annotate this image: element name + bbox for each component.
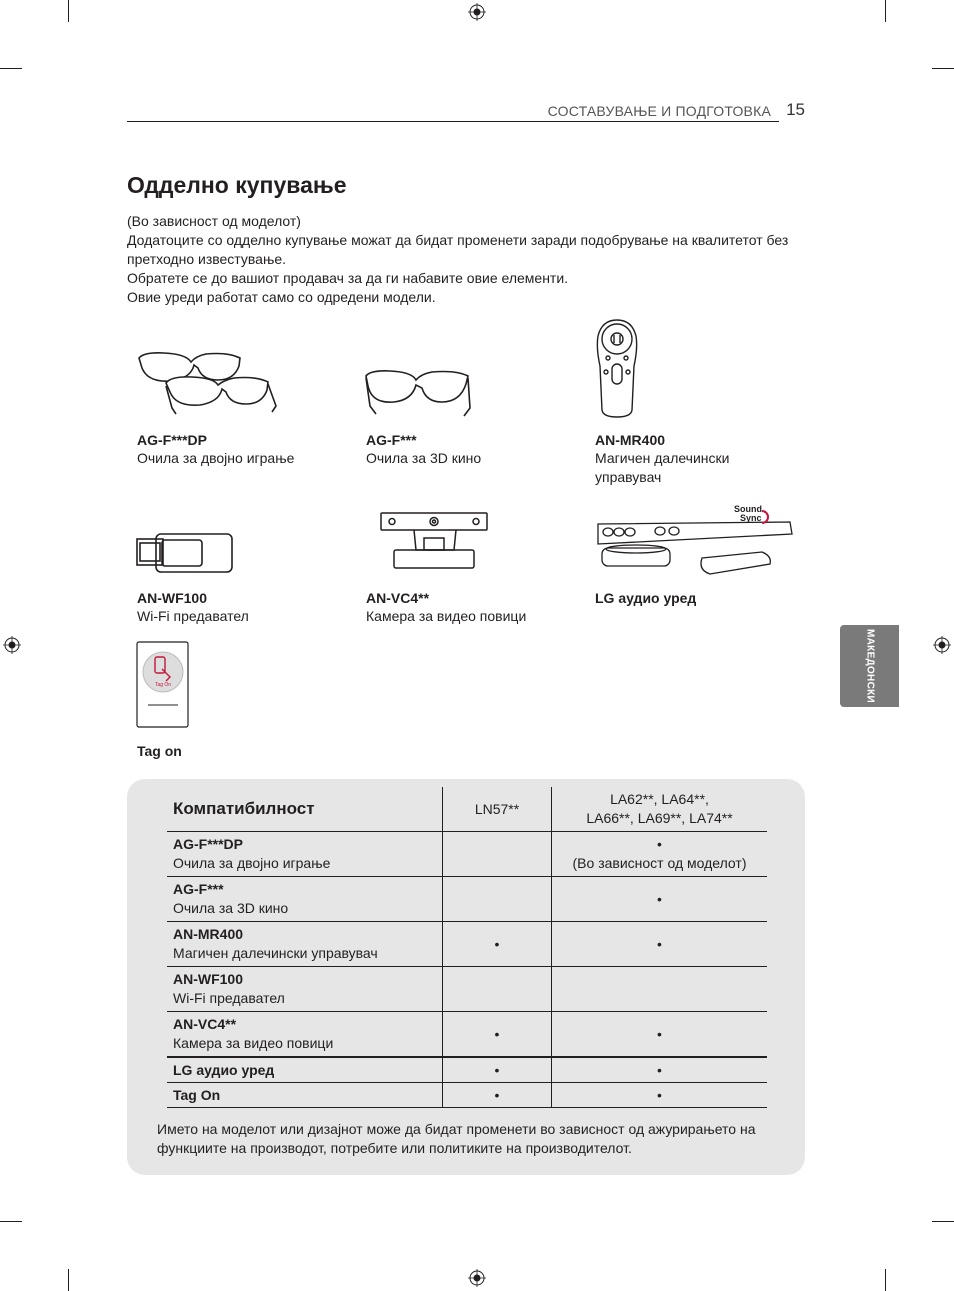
table-cell: • (552, 1083, 768, 1108)
row-code: AN-VC4** (173, 1016, 237, 1032)
3d-glasses-icon (364, 368, 472, 420)
table-row (167, 832, 767, 877)
accessory-item (137, 432, 337, 468)
table-row (167, 967, 767, 1012)
column-header-line: LA62**, LA64**, (610, 791, 709, 807)
intro-line: Обратете се до вашиот продавач за да ги набавите овие елементи. (127, 270, 569, 286)
section-title: СОСТАВУВАЊЕ И ПОДГОТОВКА (547, 103, 771, 119)
row-desc: Магичен далечински управувач (173, 945, 378, 961)
table-cell: • (552, 1012, 768, 1058)
accessory-desc: Wi-Fi предавател (137, 608, 249, 624)
page-title: Одделно купување (127, 172, 347, 198)
table-row (167, 1057, 767, 1083)
accessory-code: AN-VC4** (366, 590, 430, 606)
accessory-code: LG аудио уред (595, 590, 697, 606)
video-camera-icon (380, 512, 488, 574)
sound-sync-logo-text: Sync (740, 513, 762, 523)
accessory-code: AN-WF100 (137, 590, 208, 606)
table-cell: • (552, 1057, 768, 1083)
accessory-code: AG-F***DP (137, 432, 208, 448)
intro-line: Овие уреди работат само со одредени модели. (127, 289, 436, 305)
row-desc: Камера за видео повици (173, 1035, 334, 1051)
compatibility-table (167, 787, 767, 1108)
table-cell: • (443, 922, 552, 967)
language-tab[interactable] (840, 625, 899, 707)
registration-mark-icon (933, 636, 951, 654)
table-header-row (167, 787, 767, 832)
tag-on-logo-text: Tag On (154, 682, 172, 688)
table-cell (552, 832, 768, 877)
intro-line: Додатоците со одделно купување можат да бидат променети заради подобрување на квалитетот без претходно известување. (127, 232, 789, 267)
crop-mark (932, 1221, 954, 1222)
accessory-item (137, 590, 337, 626)
table-cell (443, 967, 552, 1012)
row-code: AG-F*** (173, 881, 224, 897)
crop-mark (68, 1269, 69, 1291)
table-row (167, 922, 767, 967)
table-cell (443, 877, 552, 922)
soundbar-icon (594, 502, 806, 582)
table-cell: • (443, 1012, 552, 1058)
row-desc: Очила за 3D кино (173, 900, 289, 916)
accessory-desc: Очила за 3D кино (366, 450, 482, 466)
crop-mark (68, 0, 69, 22)
accessory-desc: Очила за двојно играње (137, 450, 295, 466)
crop-mark (885, 1269, 886, 1291)
row-desc: Wi-Fi предавател (173, 990, 285, 1006)
crop-mark (932, 68, 954, 69)
crop-mark (0, 1221, 22, 1222)
row-code: AG-F***DP (173, 836, 244, 852)
intro-text (127, 212, 817, 307)
wifi-dongle-icon (136, 532, 234, 574)
table-cell: • (443, 1057, 552, 1083)
dual-play-glasses-icon (136, 350, 278, 420)
accessory-item (595, 590, 795, 606)
footnote: Името на моделот или дизајнот може да бидат променети во зависност од ажурирањето на функциите на производот, потребите или политиките на производителот. (157, 1121, 756, 1156)
table-cell: • (552, 922, 768, 967)
registration-mark-icon (468, 1269, 486, 1287)
accessory-desc: Магичен далечински управувач (595, 450, 730, 485)
column-header: LN57** (443, 787, 552, 832)
intro-line: (Во зависност од моделот) (127, 213, 301, 229)
row-code: AN-WF100 (173, 971, 244, 987)
row-code: LG аудио уред (173, 1061, 275, 1078)
row-code: AN-MR400 (173, 926, 244, 942)
registration-mark-icon (3, 636, 21, 654)
crop-mark (885, 0, 886, 22)
magic-remote-icon (594, 318, 640, 420)
row-code: Tag On (173, 1086, 221, 1103)
table-row (167, 1012, 767, 1058)
accessory-item (137, 743, 337, 759)
accessory-item (366, 432, 566, 468)
accessory-code: Tag on (137, 743, 182, 759)
column-header-line: LA66**, LA69**, LA74** (586, 810, 733, 826)
header-rule (127, 121, 779, 122)
accessory-code: AG-F*** (366, 432, 417, 448)
sound-sync-logo-text: Sound (734, 504, 762, 514)
sound-sync-swirl-icon (762, 511, 768, 523)
accessory-desc: Камера за видео повици (366, 608, 527, 624)
table-row (167, 877, 767, 922)
page-number: 15 (786, 100, 805, 119)
tag-on-icon (136, 641, 190, 729)
compat-title: Компатибилност (173, 799, 315, 818)
accessory-item (366, 590, 566, 626)
table-row (167, 1083, 767, 1108)
column-header (552, 787, 768, 832)
table-cell: • (443, 1083, 552, 1108)
language-tab-label: МАКЕДОНСКИ (864, 629, 875, 703)
table-cell (552, 967, 768, 1012)
accessory-item (595, 432, 745, 487)
cell-note: (Во зависност од моделот) (572, 855, 747, 871)
accessory-code: AN-MR400 (595, 432, 666, 448)
table-cell (443, 832, 552, 877)
row-desc: Очила за двојно играње (173, 855, 331, 871)
cell-dot: • (657, 836, 662, 852)
registration-mark-icon (468, 3, 486, 21)
crop-mark (0, 68, 22, 69)
table-cell: • (552, 877, 768, 922)
